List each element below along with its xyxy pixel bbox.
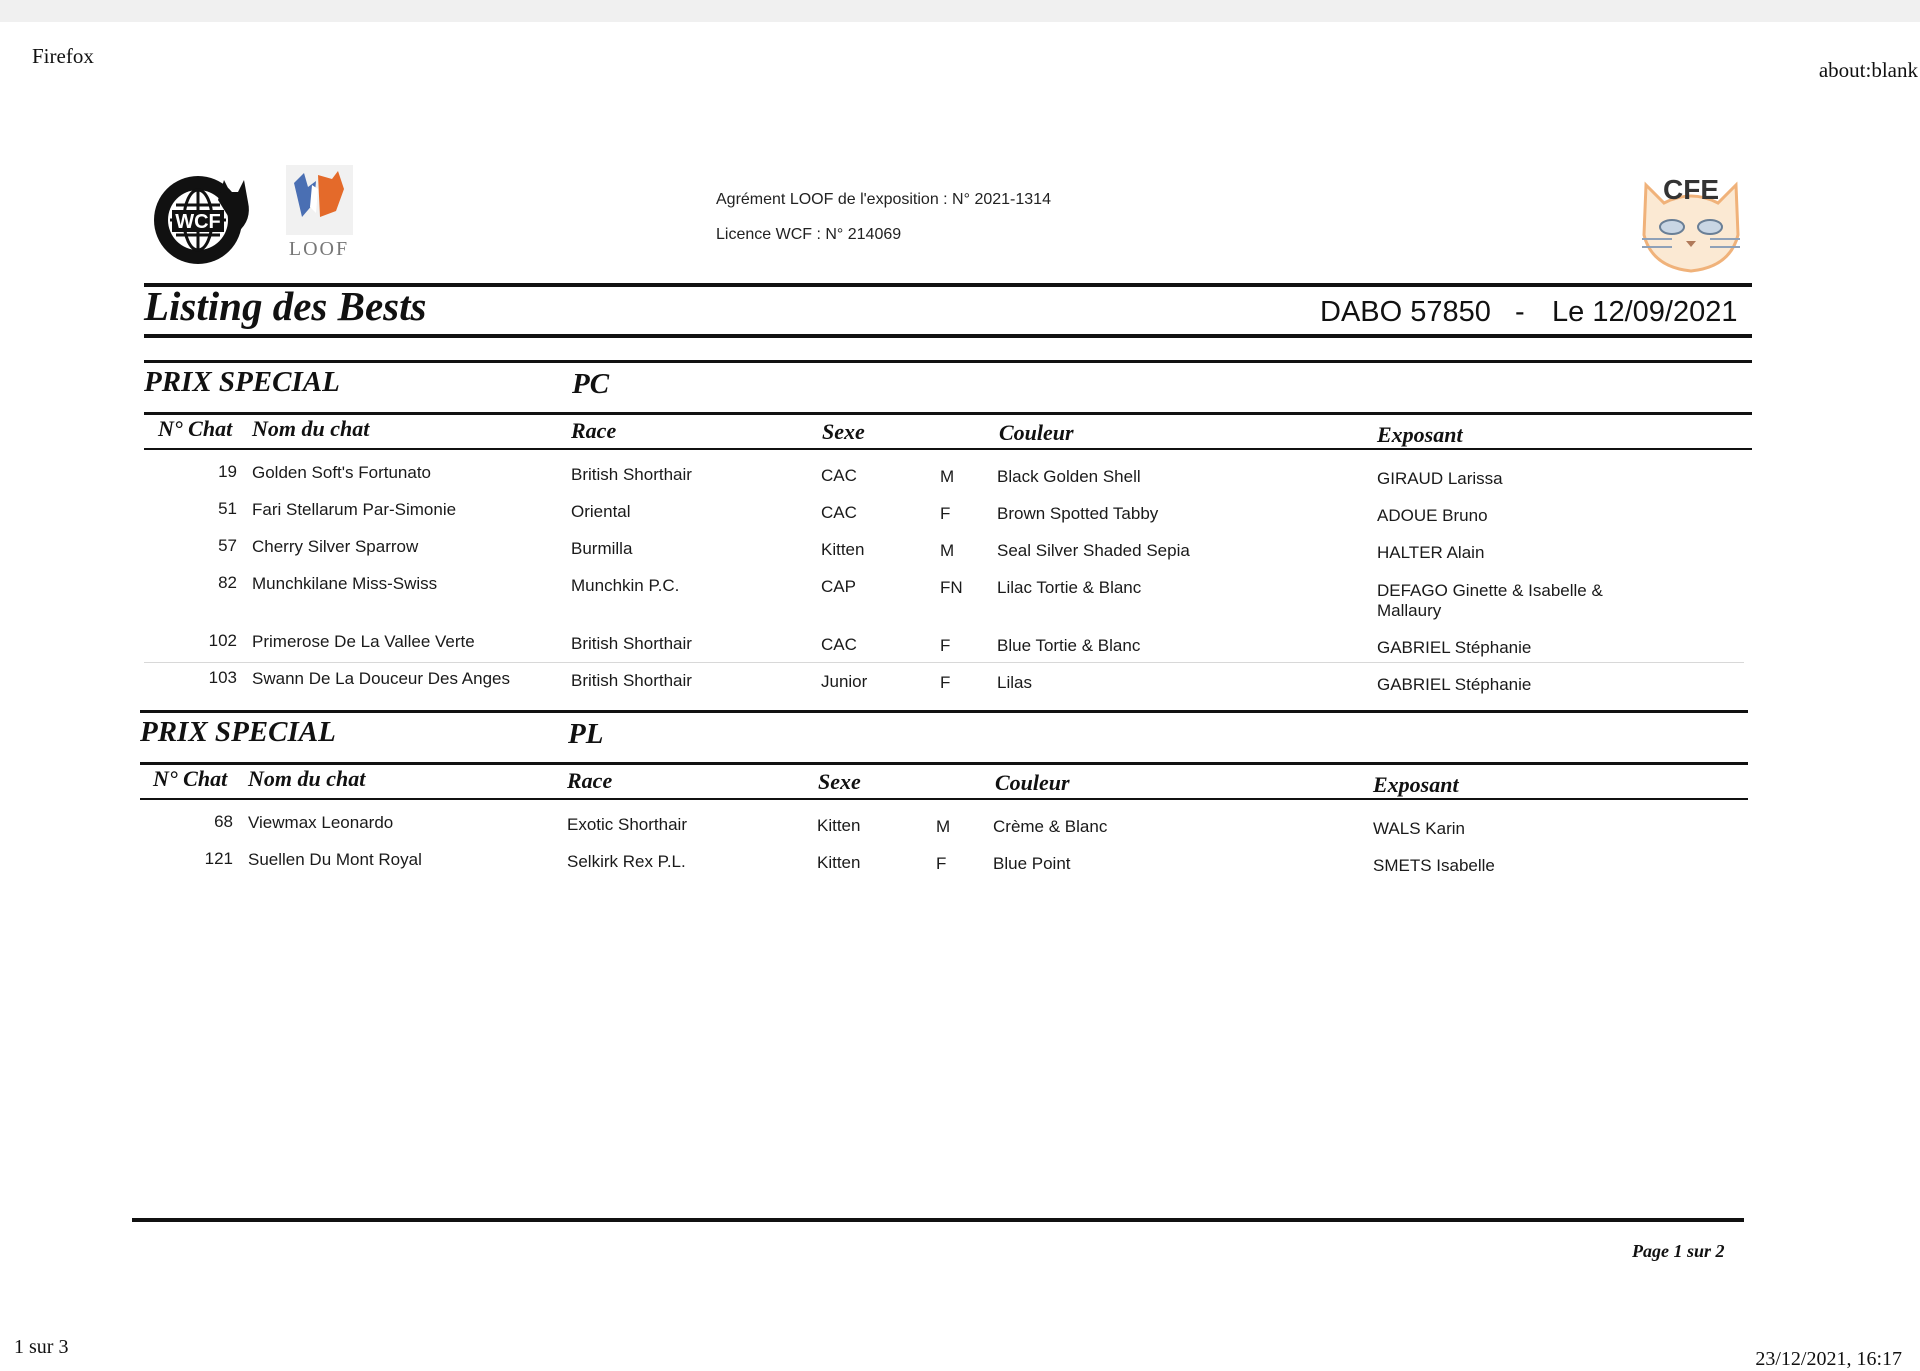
page-title: Listing des Bests: [144, 283, 427, 329]
row-separator: [144, 662, 1744, 663]
cat-name: Suellen Du Mont Royal: [248, 850, 422, 869]
cfe-logo-icon: [1636, 165, 1746, 280]
cat-exposant: WALS Karin: [1373, 819, 1465, 838]
cat-race: Selkirk Rex P.L.: [567, 852, 686, 871]
col-name-header: Nom du chat: [248, 766, 366, 791]
section2-top-rule: [140, 710, 1748, 713]
licence-line: Licence WCF : N° 214069: [716, 226, 902, 243]
cat-classe: Junior: [821, 672, 868, 691]
cat-number: 57: [218, 536, 237, 555]
section2-columns-rule: [140, 798, 1748, 800]
cat-number: 51: [218, 499, 237, 518]
footer-rule: [132, 1218, 1744, 1222]
loof-logo-icon: [282, 165, 357, 260]
col-couleur-header: Couleur: [995, 770, 1070, 795]
cat-exposant-continued: Mallaury: [1377, 601, 1442, 620]
wcf-logo-icon: [150, 160, 255, 270]
cat-exposant: DEFAGO Ginette & Isabelle &: [1377, 581, 1603, 600]
cat-name: Munchkilane Miss-Swiss: [252, 574, 438, 593]
agrement-line: Agrément LOOF de l'exposition : N° 2021-1314: [716, 191, 1051, 208]
cat-classe: CAP: [821, 577, 856, 596]
svg-text:WCF: WCF: [175, 211, 221, 233]
cat-sexe: M: [940, 541, 955, 560]
section1-code: PC: [572, 368, 610, 400]
col-race-header: Race: [571, 418, 617, 443]
svg-text:CFE: CFE: [1663, 174, 1719, 205]
cat-name: Swann De La Douceur Des Anges: [252, 669, 510, 688]
cat-couleur: Lilas: [997, 673, 1032, 692]
page-number: Page 1 sur 2: [1632, 1241, 1725, 1261]
loof-logo: [282, 165, 357, 260]
section1-columns-rule: [144, 448, 1752, 450]
col-exposant-header: Exposant: [1377, 422, 1463, 447]
col-num-header: N° Chat: [153, 766, 228, 791]
cat-classe: CAC: [821, 635, 857, 654]
cat-classe: Kitten: [821, 540, 865, 559]
cat-number: 102: [208, 631, 237, 650]
wcf-logo: [150, 160, 255, 270]
cat-race: British Shorthair: [571, 671, 692, 690]
col-exposant-header: Exposant: [1373, 772, 1459, 797]
browser-url: about:blank: [1818, 58, 1918, 82]
section1-header-rule: [144, 412, 1752, 415]
print-page-counter: 1 sur 3: [14, 1336, 69, 1358]
cat-number: 82: [218, 573, 237, 592]
col-sexe-header: Sexe: [822, 419, 865, 444]
col-name-header: Nom du chat: [252, 416, 370, 441]
cat-sexe: F: [940, 504, 951, 523]
cat-couleur: Blue Tortie & Blanc: [997, 636, 1141, 655]
col-sexe-header: Sexe: [818, 769, 861, 794]
cat-exposant: ADOUE Bruno: [1377, 506, 1488, 525]
cat-name: Fari Stellarum Par-Simonie: [252, 500, 457, 519]
place-date-separator: -: [1515, 296, 1525, 328]
cat-classe: Kitten: [817, 853, 861, 872]
cat-name: Primerose De La Vallee Verte: [252, 632, 475, 651]
cat-exposant: HALTER Alain: [1377, 543, 1485, 562]
cat-couleur: Black Golden Shell: [997, 467, 1141, 486]
cat-couleur: Lilac Tortie & Blanc: [997, 578, 1142, 597]
cfe-logo: [1636, 165, 1746, 280]
cat-name: Golden Soft's Fortunato: [252, 463, 432, 482]
title-bottom-rule: [144, 334, 1752, 338]
cat-sexe: M: [936, 817, 951, 836]
cat-exposant: GIRAUD Larissa: [1377, 469, 1503, 488]
cat-classe: CAC: [821, 503, 857, 522]
cat-number: 19: [218, 462, 237, 481]
section1-top-rule: [144, 360, 1752, 363]
section2-header-rule: [140, 762, 1748, 765]
top-strip: [0, 0, 1920, 22]
col-couleur-header: Couleur: [999, 420, 1074, 445]
cat-number: 121: [204, 849, 233, 868]
svg-text:LOOF: LOOF: [288, 238, 350, 260]
col-race-header: Race: [567, 768, 613, 793]
cat-number: 103: [208, 668, 237, 687]
section2-code: PL: [568, 718, 604, 750]
browser-name: Firefox: [32, 44, 94, 68]
cat-name: Viewmax Leonardo: [248, 813, 394, 832]
cat-number: 68: [214, 812, 233, 831]
cat-couleur: Blue Point: [993, 854, 1071, 873]
print-datetime: 23/12/2021, 16:17: [1755, 1348, 1902, 1370]
cat-sexe: F: [936, 854, 947, 873]
cat-exposant: SMETS Isabelle: [1373, 856, 1495, 875]
col-num-header: N° Chat: [158, 416, 233, 441]
cat-couleur: Seal Silver Shaded Sepia: [997, 541, 1190, 560]
cat-name: Cherry Silver Sparrow: [252, 537, 419, 556]
show-date: Le 12/09/2021: [1552, 296, 1738, 328]
cat-race: Oriental: [571, 502, 631, 521]
cat-sexe: F: [940, 636, 951, 655]
cat-sexe: F: [940, 673, 951, 692]
cat-race: British Shorthair: [571, 634, 692, 653]
cat-classe: CAC: [821, 466, 857, 485]
cat-race: Burmilla: [571, 539, 633, 558]
cat-race: Munchkin P.C.: [571, 576, 680, 595]
cat-race: British Shorthair: [571, 465, 692, 484]
cat-couleur: Crème & Blanc: [993, 817, 1108, 836]
cat-race: Exotic Shorthair: [567, 815, 687, 834]
cat-exposant: GABRIEL Stéphanie: [1377, 675, 1532, 694]
cat-couleur: Brown Spotted Tabby: [997, 504, 1159, 523]
section2-label: PRIX SPECIAL: [140, 716, 336, 748]
show-place: DABO 57850: [1320, 296, 1491, 328]
cat-sexe: M: [940, 467, 955, 486]
section1-label: PRIX SPECIAL: [144, 366, 340, 398]
cat-classe: Kitten: [817, 816, 861, 835]
cat-exposant: GABRIEL Stéphanie: [1377, 638, 1532, 657]
cat-sexe: FN: [940, 578, 963, 597]
